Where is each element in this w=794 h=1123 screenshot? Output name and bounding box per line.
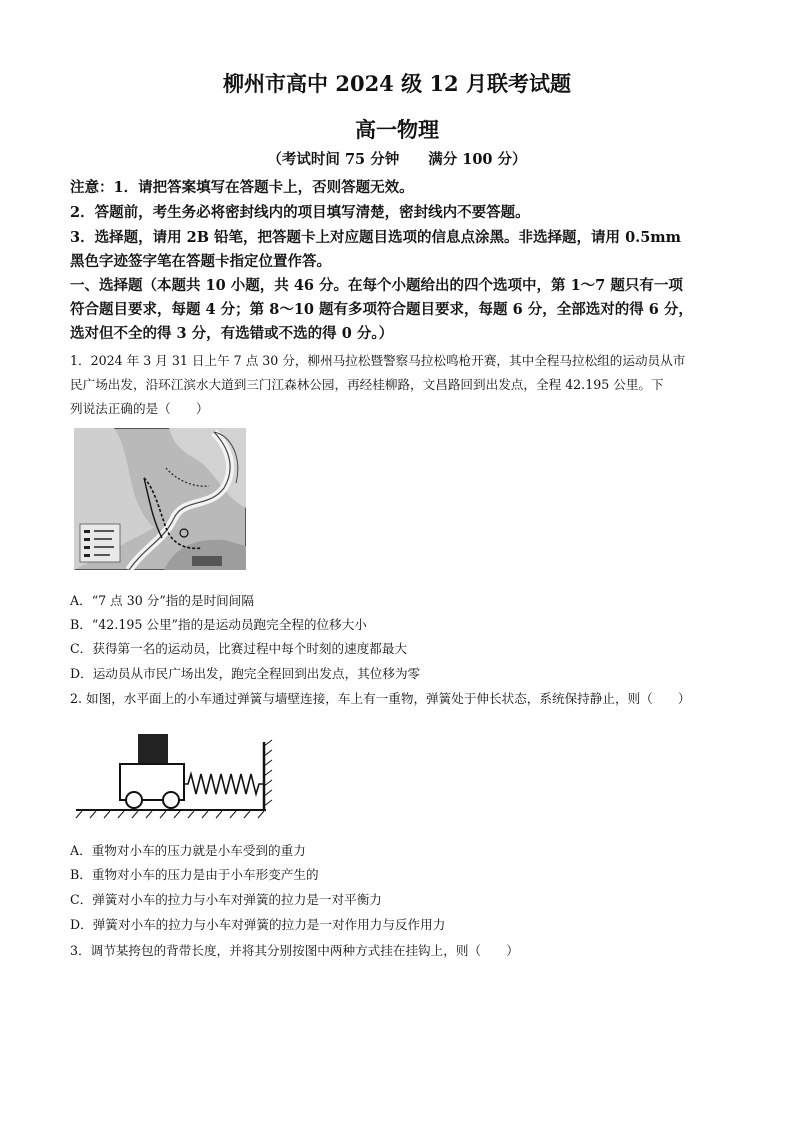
section-header: 一、选择题（本题共 10 小题，共 46 分。在每个小题给出的四个选项中，第 1～7 题只有一项 — [70, 277, 683, 294]
note-line: 黑色字迹签字笔在答题卡指定位置作答。 — [70, 253, 331, 270]
q1-option-a: A．“7 点 30 分”指的是时间间隔 — [70, 593, 254, 608]
q2-option-c: C．弹簧对小车的拉力与小车对弹簧的拉力是一对平衡力 — [70, 892, 382, 907]
question-1-stem: 民广场出发，沿环江滨水大道到三门江森林公园，再经桂柳路，文昌路回到出发点，全程 42.195 公里。下 — [70, 377, 664, 392]
cart-spring-diagram — [74, 728, 284, 820]
question-3-stem: 3．调节某挎包的背带长度，并将其分别按图中两种方式挂在挂钩上，则（ ） — [70, 943, 519, 958]
exam-info: （考试时间 75 分钟 满分 100 分） — [267, 151, 527, 168]
q2-option-a: A．重物对小车的压力就是小车受到的重力 — [70, 843, 306, 858]
note-line: 2．答题前，考生务必将密封线内的项目填写清楚，密封线内不要答题。 — [70, 204, 530, 221]
note-line: 3．选择题，请用 2B 铅笔，把答题卡上对应题目选项的信息点涂黑。非选择题，请用 0.5mm — [70, 229, 681, 246]
marathon-route-map — [74, 428, 246, 570]
q1-option-d: D．运动员从市民广场出发，跑完全程回到出发点，其位移为零 — [70, 666, 421, 681]
section-header: 选对但不全的得 3 分，有选错或不选的得 0 分。） — [70, 325, 394, 342]
q1-option-c: C．获得第一名的运动员，比赛过程中每个时刻的速度都最大 — [70, 641, 408, 656]
q2-option-b: B．重物对小车的压力是由于小车形变产生的 — [70, 867, 319, 882]
q1-option-b: B．“42.195 公里”指的是运动员跑完全程的位移大小 — [70, 617, 367, 632]
subject-title: 高一物理 — [355, 117, 439, 142]
question-1-stem: 1．2024 年 3 月 31 日上午 7 点 30 分，柳州马拉松暨警察马拉松鸣枪开赛，其中全程马拉松组的运动员从市 — [70, 353, 686, 368]
question-2-stem: 2. 如图，水平面上的小车通过弹簧与墙壁连接，车上有一重物，弹簧处于伸长状态，系统保持静止，则（ ） — [70, 691, 691, 706]
section-header: 符合题目要求，每题 4 分；第 8～10 题有多项符合题目要求，每题 6 分，全部选对的得 6 分， — [70, 301, 693, 318]
note-line: 注意：1．请把答案填写在答题卡上，否则答题无效。 — [70, 179, 414, 196]
exam-title: 柳州市高中 2024 级 12 月联考试题 — [223, 71, 571, 96]
question-1-stem: 列说法正确的是（ ） — [70, 401, 209, 416]
q2-option-d: D．弹簧对小车的拉力与小车对弹簧的拉力是一对作用力与反作用力 — [70, 917, 446, 932]
